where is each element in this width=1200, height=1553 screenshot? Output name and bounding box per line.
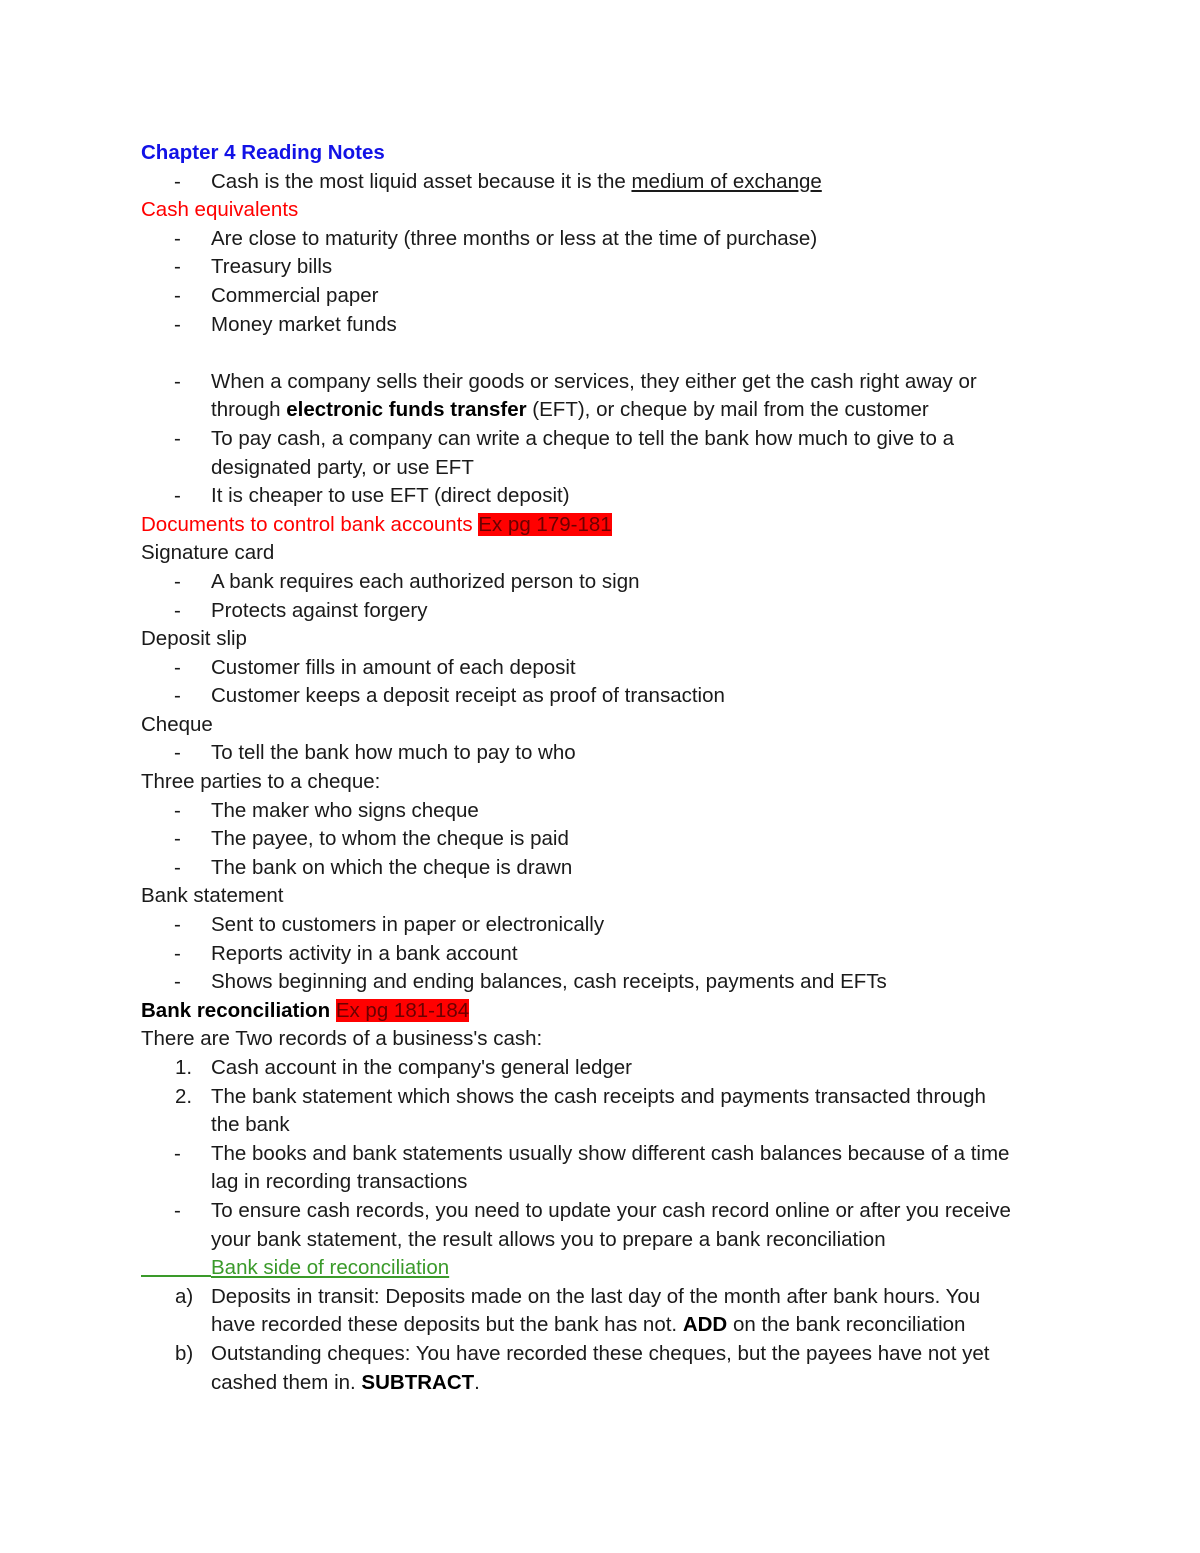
blank-line — [141, 339, 1061, 368]
subheading-signature-card: Signature card — [141, 541, 275, 565]
page-reference-highlight: Ex pg 181-184 — [335, 998, 470, 1022]
subheading-bank-side: Bank side of reconciliation — [141, 1254, 1061, 1283]
list-item: - To tell the bank how much to pay to who — [174, 741, 576, 765]
lettered-item: a) Deposits in transit: Deposits made on the last day of the month after bank hours. You — [175, 1284, 981, 1308]
green-underline-rule — [141, 1275, 211, 1277]
list-item: - Cash is the most liquid asset because it is the medium of exchange — [174, 169, 822, 193]
list-item: - Shows beginning and ending balances, cash receipts, payments and EFTs — [174, 970, 887, 994]
numbered-item-continuation: the bank — [211, 1113, 290, 1137]
list-item: - The books and bank statements usually show different cash balances because of a time — [174, 1141, 1010, 1165]
list-item: - Treasury bills — [174, 255, 333, 279]
list-item: - The payee, to whom the cheque is paid — [174, 827, 569, 851]
list-item: - When a company sells their goods or services, they either get the cash right away or — [174, 369, 977, 393]
list-item: - The maker who signs cheque — [174, 798, 479, 822]
list-item-continuation: designated party, or use EFT — [211, 455, 474, 479]
list-item: - Reports activity in a bank account — [174, 941, 518, 965]
list-item-continuation: your bank statement, the result allows you to prepare a bank reconciliation — [211, 1227, 886, 1251]
document-page — [141, 139, 1061, 1397]
list-item: - Sent to customers in paper or electronically — [174, 913, 605, 937]
list-item: - It is cheaper to use EFT (direct deposit) — [174, 484, 570, 508]
list-item: - To pay cash, a company can write a cheque to tell the bank how much to give to a — [174, 426, 954, 450]
list-item: - Customer fills in amount of each deposit — [174, 655, 576, 679]
list-item: - Are close to maturity (three months or less at the time of purchase) — [174, 226, 818, 250]
subheading-deposit-slip: Deposit slip — [141, 627, 247, 651]
list-item: - Customer keeps a deposit receipt as proof of transaction — [174, 684, 725, 708]
list-item: - To ensure cash records, you need to update your cash record online or after you receive — [174, 1198, 1011, 1222]
lettered-item-continuation: cashed them in. SUBTRACT. — [211, 1370, 480, 1394]
lettered-item-continuation: have recorded these deposits but the bank has not. ADD on the bank reconciliation — [211, 1313, 966, 1337]
list-item-continuation: through electronic funds transfer (EFT), or cheque by mail from the customer — [211, 398, 929, 422]
numbered-item: 1. Cash account in the company's general ledger — [175, 1056, 633, 1079]
list-item-continuation: lag in recording transactions — [211, 1170, 468, 1194]
list-item: - Commercial paper — [174, 283, 379, 307]
subheading-bank-statement: Bank statement — [141, 884, 284, 908]
paragraph: There are Two records of a business's cash: — [141, 1027, 543, 1051]
lettered-item: b) Outstanding cheques: You have recorded these cheques, but the payees have not yet — [175, 1341, 990, 1365]
page-reference-highlight: Ex pg 179-181 — [478, 512, 612, 536]
section-heading-bank-reconciliation: Bank reconciliation Ex pg 181-184 — [141, 998, 470, 1022]
numbered-item: 2. The bank statement which shows the cash receipts and payments transacted through — [175, 1084, 986, 1108]
list-item: - A bank requires each authorized person to sign — [174, 569, 640, 593]
section-heading-documents: Documents to control bank accounts Ex pg 179-181 — [141, 512, 612, 536]
subheading-cheque: Cheque — [141, 712, 213, 736]
page-title: Chapter 4 Reading Notes — [141, 141, 385, 164]
section-heading-cash-equivalents: Cash equivalents — [141, 198, 299, 222]
list-item: - Protects against forgery — [174, 598, 428, 622]
list-item: - The bank on which the cheque is drawn — [174, 855, 573, 879]
subheading-three-parties: Three parties to a cheque: — [141, 770, 381, 794]
list-item: - Money market funds — [174, 312, 397, 336]
